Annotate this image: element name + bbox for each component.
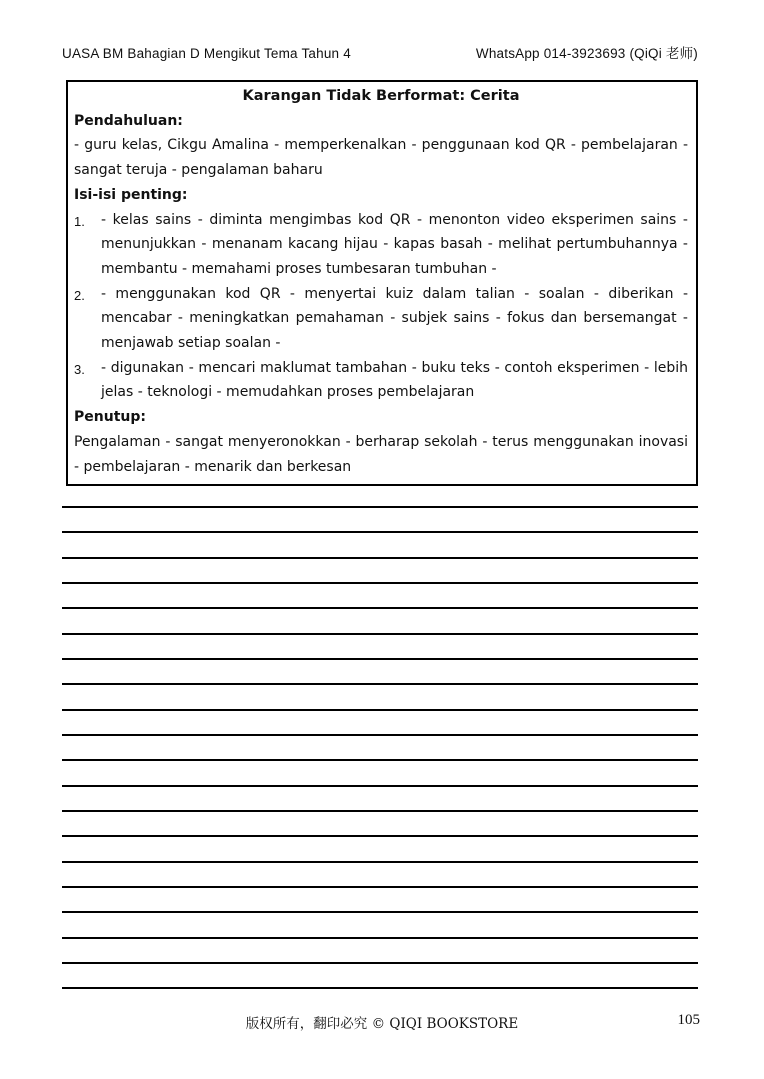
list-item-number: 3. xyxy=(74,361,85,377)
answer-line xyxy=(62,886,698,911)
answer-line xyxy=(62,633,698,658)
footer-copyright: 版权所有，翻印必究 © QIQI BOOKSTORE xyxy=(245,1016,519,1032)
answer-line xyxy=(62,557,698,582)
answer-line xyxy=(62,709,698,734)
answer-line xyxy=(62,759,698,784)
list-item xyxy=(74,356,688,405)
pendahuluan-heading: Pendahuluan: xyxy=(74,112,183,129)
penutup-heading: Penutup: xyxy=(74,409,146,426)
answer-line xyxy=(62,531,698,556)
answer-line xyxy=(62,861,698,886)
answer-line xyxy=(62,582,698,607)
answer-line xyxy=(62,607,698,632)
isi-list xyxy=(74,208,688,406)
answer-line xyxy=(62,937,698,962)
answer-line xyxy=(62,810,698,835)
list-item-text: - digunakan - mencari maklumat tambahan - buku teks - contoh eksperimen - lebih jelas - teknologi - memudahkan proses pembelajaran xyxy=(101,359,688,401)
answer-line xyxy=(62,658,698,683)
answer-line xyxy=(62,835,698,860)
page-number: 105 xyxy=(677,1012,700,1028)
list-item-number: 2. xyxy=(74,287,85,303)
pendahuluan-body: - guru kelas, Cikgu Amalina - memperkenalkan - penggunaan kod QR - pembelajaran - sangat teruja - pengalaman baharu xyxy=(74,137,688,179)
list-item-number: 1. xyxy=(74,213,85,229)
answer-line xyxy=(62,506,698,531)
answer-line xyxy=(62,785,698,810)
header-course-title: UASA BM Bahagian D Mengikut Tema Tahun 4 xyxy=(62,46,351,61)
answer-line xyxy=(62,962,698,987)
header-contact-info: WhatsApp 014-3923693 (QiQi 老师) xyxy=(475,46,698,61)
page-header xyxy=(62,42,698,62)
answer-line xyxy=(62,734,698,759)
answer-line xyxy=(62,683,698,708)
answer-line xyxy=(62,911,698,936)
isi-heading: Isi-isi penting: xyxy=(74,186,188,203)
answer-lines xyxy=(62,506,698,1013)
list-item-text: - kelas sains - diminta mengimbas kod QR - menonton video eksperimen sains - menunjukkan - menanam kacang hijau - kapas basah - melihat pertumbuhannya - membantu - memahami proses tumbesaran tumbuhan - xyxy=(101,211,688,277)
list-item xyxy=(74,208,688,282)
answer-line xyxy=(62,987,698,1012)
essay-outline-box xyxy=(66,80,698,486)
list-item xyxy=(74,282,688,356)
list-item-text: - menggunakan kod QR - menyertai kuiz dalam talian - soalan - diberikan - mencabar - meningkatkan pemahaman - subjek sains - fokus dan bersemangat - menjawab setiap soalan - xyxy=(101,285,688,352)
penutup-body: Pengalaman - sangat menyeronokkan - berharap sekolah - terus menggunakan inovasi - pembelajaran - menarik dan berkesan xyxy=(74,433,688,475)
worksheet-title: Karangan Tidak Berformat: Cerita xyxy=(242,88,520,104)
